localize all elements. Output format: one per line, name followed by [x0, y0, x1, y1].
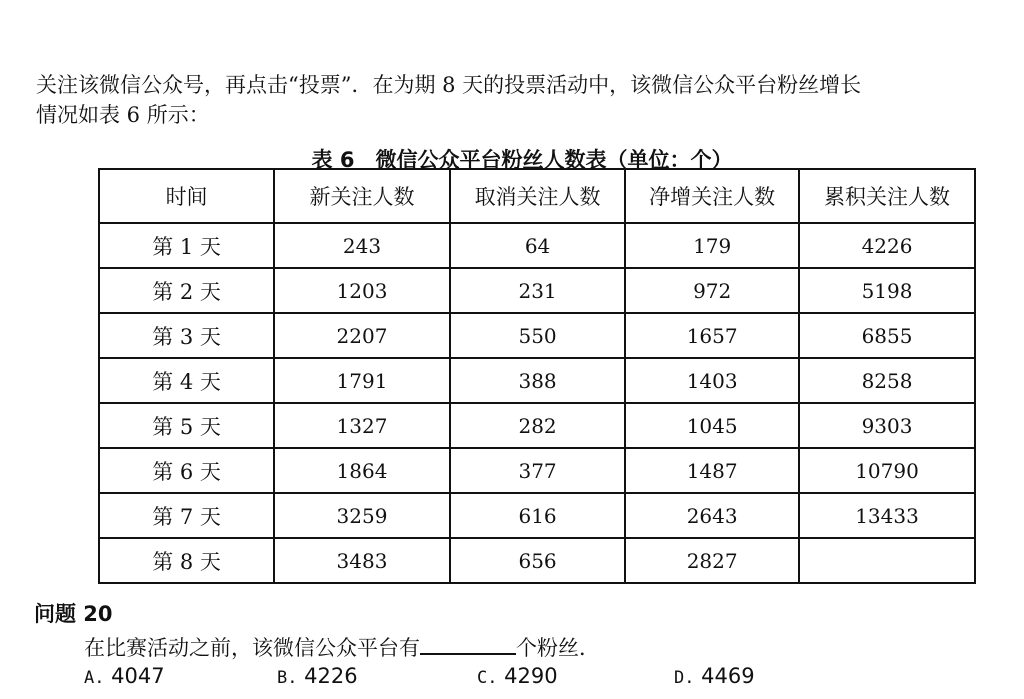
table-caption: 表 6 微信公众平台粉丝人数表（单位：个）: [311, 148, 733, 172]
question-text-after: 个粉丝．: [516, 636, 600, 660]
cell-cancel: 616: [450, 493, 625, 538]
cell-net: 1045: [625, 403, 799, 448]
option-letter: B.: [277, 668, 298, 688]
cell-new: 1327: [274, 403, 450, 448]
cell-day: 第 4 天: [99, 358, 274, 403]
cell-cancel: 388: [450, 358, 625, 403]
cell-net: 1657: [625, 313, 799, 358]
cell-cancel: 377: [450, 448, 625, 493]
option-d[interactable]: [674, 664, 755, 688]
cell-cumulative: 8258: [799, 358, 975, 403]
option-value: 4290: [504, 664, 558, 688]
table-row: [99, 358, 975, 403]
option-letter: A.: [84, 668, 105, 688]
header-net-increase: 净增关注人数: [625, 169, 799, 223]
cell-day: 第 7 天: [99, 493, 274, 538]
option-c[interactable]: [477, 664, 558, 688]
table-row: [99, 223, 975, 268]
cell-net: 1403: [625, 358, 799, 403]
cell-day: 第 5 天: [99, 403, 274, 448]
option-a[interactable]: [84, 664, 165, 688]
intro-paragraph: [36, 70, 1006, 130]
cell-cancel: 550: [450, 313, 625, 358]
intro-line-1: 关注该微信公众号，再点击“投票”．在为期 8 天的投票活动中，该微信公众平台粉丝增长: [36, 73, 862, 97]
cell-cumulative: 10790: [799, 448, 975, 493]
cell-cancel: 656: [450, 538, 625, 583]
question-title: 问题 20: [34, 602, 113, 626]
cell-net: 2827: [625, 538, 799, 583]
cell-cumulative: 13433: [799, 493, 975, 538]
cell-day: 第 6 天: [99, 448, 274, 493]
cell-day: 第 8 天: [99, 538, 274, 583]
cell-cancel: 231: [450, 268, 625, 313]
cell-day: 第 1 天: [99, 223, 274, 268]
answer-blank: [420, 635, 516, 655]
cell-cumulative: 9303: [799, 403, 975, 448]
cell-new: 243: [274, 223, 450, 268]
cell-cumulative: 4226: [799, 223, 975, 268]
cell-cancel: 64: [450, 223, 625, 268]
option-letter: D.: [674, 668, 695, 688]
option-value: 4469: [701, 664, 755, 688]
table-row: [99, 313, 975, 358]
cell-new: 3259: [274, 493, 450, 538]
header-new-followers: 新关注人数: [274, 169, 450, 223]
table-row: [99, 403, 975, 448]
option-letter: C.: [477, 668, 498, 688]
table-row: [99, 493, 975, 538]
cell-cancel: 282: [450, 403, 625, 448]
table-header-row: [99, 169, 975, 223]
cell-cumulative: [799, 538, 975, 583]
cell-cumulative: 6855: [799, 313, 975, 358]
question-text: [84, 632, 600, 662]
cell-new: 1864: [274, 448, 450, 493]
header-time: 时间: [99, 169, 274, 223]
question-text-before: 在比赛活动之前，该微信公众平台有: [84, 636, 420, 660]
fans-table: [98, 168, 976, 584]
cell-new: 1791: [274, 358, 450, 403]
option-value: 4047: [111, 664, 165, 688]
cell-day: 第 3 天: [99, 313, 274, 358]
header-cumulative: 累积关注人数: [799, 169, 975, 223]
option-b[interactable]: [277, 664, 358, 688]
cell-new: 3483: [274, 538, 450, 583]
cell-net: 972: [625, 268, 799, 313]
table-row: [99, 448, 975, 493]
table-row: [99, 268, 975, 313]
header-unfollowers: 取消关注人数: [450, 169, 625, 223]
cell-day: 第 2 天: [99, 268, 274, 313]
cell-net: 179: [625, 223, 799, 268]
table-row: [99, 538, 975, 583]
cell-new: 2207: [274, 313, 450, 358]
cell-new: 1203: [274, 268, 450, 313]
cell-cumulative: 5198: [799, 268, 975, 313]
cell-net: 2643: [625, 493, 799, 538]
intro-line-2: 情况如表 6 所示：: [36, 103, 210, 127]
option-value: 4226: [304, 664, 358, 688]
cell-net: 1487: [625, 448, 799, 493]
